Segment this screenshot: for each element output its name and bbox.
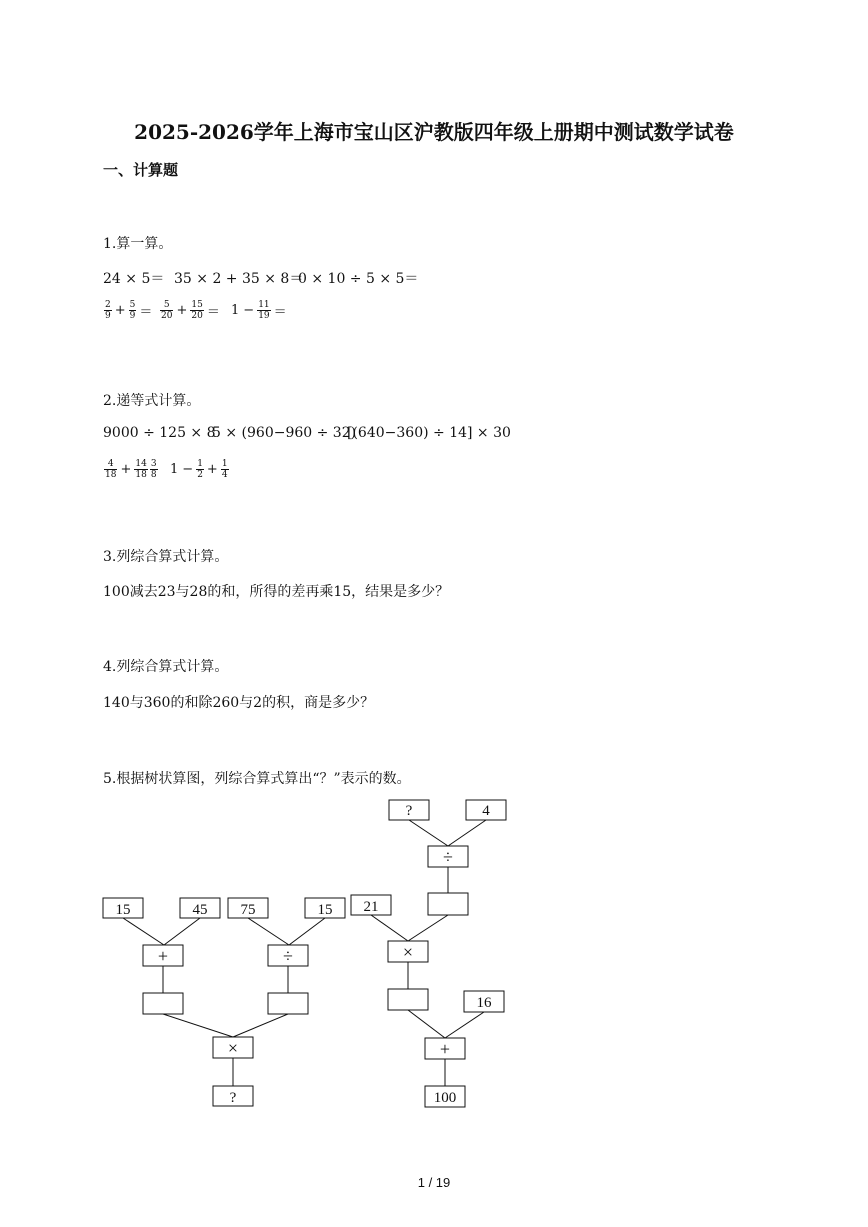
page-number: 1 / 19: [417, 1175, 451, 1190]
right-tree-val-100: 100: [433, 1090, 457, 1106]
q1-fraction-expr-2: $\frac{5}{20}$ + $\frac{15}{20}$ ＝: [161, 300, 220, 321]
q1-fraction-expr-1: $\frac{2}{9}$ + $\frac{5}{9}$ ＝: [105, 300, 153, 321]
q2-expr-1: 9000 ÷ 125 × 8: [103, 425, 216, 441]
q1-expr-1: 24 × 5＝: [103, 271, 165, 287]
q2-expr-2: 5 × (960−960 ÷ 32): [212, 425, 357, 441]
q3-text: 100减去23与28的和，所得的差再乘15，结果是多少？: [103, 584, 450, 600]
left-tree-val-b: 45: [192, 902, 208, 918]
q2-label: 2.递等式计算。: [103, 393, 201, 409]
q3-label: 3.列综合算式计算。: [103, 549, 229, 565]
section-heading: 一、计算题: [103, 161, 179, 179]
right-tree-val-top-b: 4: [482, 803, 490, 819]
left-tree-plus-symbol: +: [157, 946, 169, 966]
right-tree-unknown-box: [388, 989, 428, 1010]
q1-expr-2: 35 × 2 + 35 × 8＝: [174, 271, 304, 287]
left-tree-answer: ?: [229, 1090, 237, 1106]
q4-text: 140与360的和除260与2的积，商是多少？: [103, 695, 375, 711]
q1-expr-3: 0 × 10 ÷ 5 × 5＝: [298, 271, 419, 287]
q5-label: 5.根据树状算图，列综合算式算出“？”表示的数。: [103, 771, 411, 787]
q1-fraction-expr-3: 1 − $\frac{11}{19}$ ＝: [231, 300, 287, 321]
left-tree-result-1-box: [143, 993, 183, 1014]
q2-fraction-expr-2: 1 − $\frac{1}{2}$ + $\frac{1}{4}$: [170, 459, 228, 480]
left-tree-val-d: 15: [317, 902, 333, 918]
right-tree-times-symbol: ×: [402, 942, 414, 962]
right-tree-plus-symbol: +: [439, 1039, 451, 1059]
right-tree-mid-box: [428, 893, 468, 915]
right-tree-divide-symbol: ÷: [443, 847, 453, 867]
q2-expr-3: [(640−360) ÷ 14] × 30: [347, 425, 511, 441]
right-tree-val-16: 16: [476, 995, 492, 1011]
left-tree-val-c: 75: [240, 902, 256, 918]
left-tree-val-a: 15: [115, 902, 131, 918]
left-tree-result-2-box: [268, 993, 308, 1014]
q1-label: 1.算一算。: [103, 236, 173, 252]
q4-label: 4.列综合算式计算。: [103, 659, 229, 675]
right-tree-val-21: 21: [363, 899, 379, 915]
right-tree-val-top-a: ?: [405, 803, 413, 819]
page-title: 2025-2026学年上海市宝山区沪教版四年级上册期中测试数学试卷: [134, 120, 734, 144]
left-tree-divide-symbol: ÷: [283, 946, 293, 966]
left-tree-times-symbol: ×: [227, 1038, 239, 1058]
q2-fraction-expr-1: $\frac{4}{18}$ + $\frac{14}{18}$ $\frac{3}{8}$: [105, 459, 157, 480]
